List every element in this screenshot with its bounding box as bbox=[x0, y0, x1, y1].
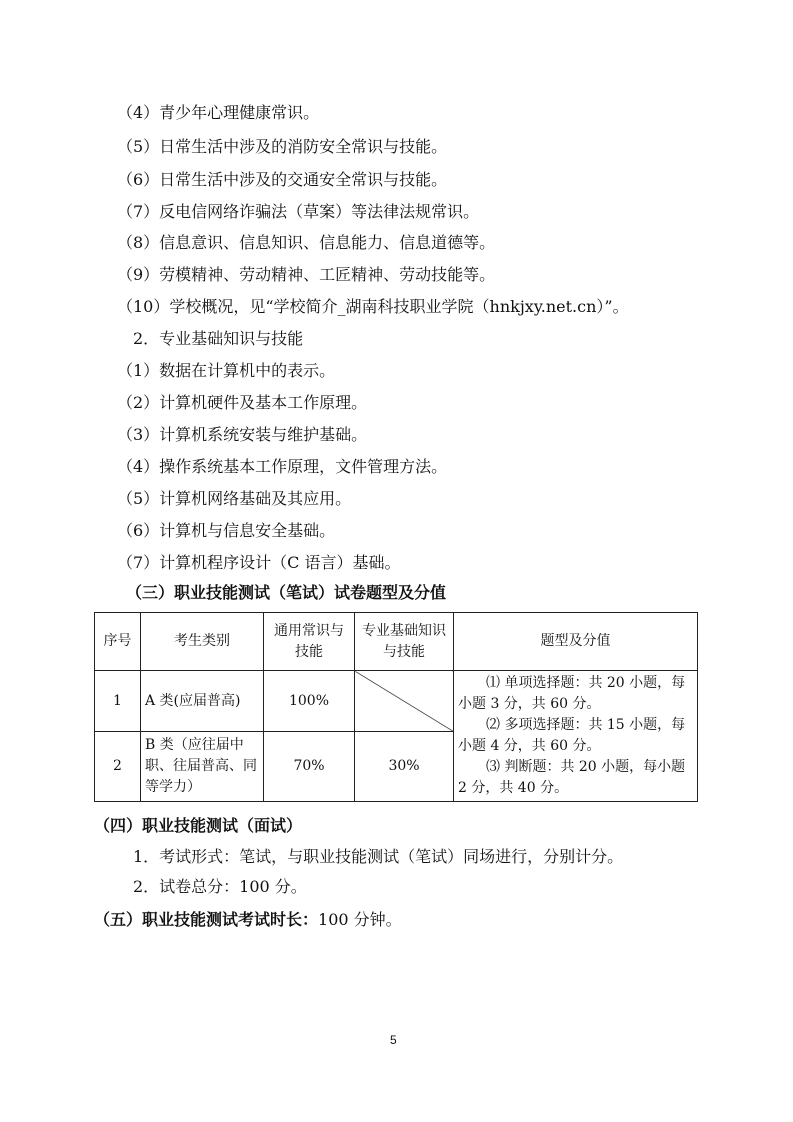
text-line: （5）计算机网络基础及其应用。 bbox=[117, 489, 352, 508]
diagonal-cell bbox=[355, 671, 454, 732]
text-line: （6）日常生活中涉及的交通安全常识与技能。 bbox=[117, 170, 448, 189]
text-line: （7）反电信网络诈骗法（草案）等法律法规常识。 bbox=[117, 202, 480, 221]
section-heading: （四）职业技能测试（面试） bbox=[94, 816, 303, 835]
text-line: 2．试卷总分：100 分。 bbox=[133, 877, 307, 896]
page-number: 5 bbox=[390, 1033, 397, 1047]
cell: B 类（应往届中职、往届普高、同等学力） bbox=[141, 732, 264, 802]
text-line: （9）劳模精神、劳动精神、工匠精神、劳动技能等。 bbox=[117, 265, 496, 284]
section-heading: （五）职业技能测试考试时长：100 分钟。 bbox=[94, 910, 402, 929]
text-line: （7）计算机程序设计（C 语言）基础。 bbox=[117, 553, 401, 572]
text-line: （1）数据在计算机中的表示。 bbox=[117, 361, 336, 380]
cell: 100% bbox=[264, 671, 355, 732]
question-type: ⑴ 单项选择题：共 20 小题，每小题 3 分，共 60 分。 bbox=[458, 675, 686, 712]
text-line: （10）学校概况，见“学校简介_湖南科技职业学院（hnkjxy.net.cn）”。 bbox=[117, 297, 629, 316]
text-line: 1．考试形式：笔试，与职业技能测试（笔试）同场进行，分别计分。 bbox=[133, 847, 624, 866]
text-line: （4）青少年心理健康常识。 bbox=[117, 103, 320, 122]
text-line: （6）计算机与信息安全基础。 bbox=[117, 521, 336, 540]
text-line: （3）计算机系统安装与维护基础。 bbox=[117, 425, 368, 444]
cell: 2 bbox=[95, 732, 141, 802]
text-line: （4）操作系统基本工作原理，文件管理方法。 bbox=[117, 457, 448, 476]
question-type: ⑵ 多项选择题：共 15 小题，每小题 4 分，共 60 分。 bbox=[458, 717, 686, 754]
text-line: （5）日常生活中涉及的消防安全常识与技能。 bbox=[117, 137, 448, 156]
cell: A 类(应届普高) bbox=[141, 671, 264, 732]
question-types-cell bbox=[454, 671, 698, 802]
cell: 30% bbox=[355, 732, 454, 802]
header-cell: 序号 bbox=[95, 613, 141, 671]
header-cell: 通用常识与技能 bbox=[264, 613, 355, 671]
text-line: （2）计算机硬件及基本工作原理。 bbox=[117, 393, 368, 412]
subheading: 2．专业基础知识与技能 bbox=[133, 329, 304, 348]
header-cell: 专业基础知识与技能 bbox=[355, 613, 454, 671]
section-heading: （三）职业技能测试（笔试）试卷题型及分值 bbox=[126, 583, 447, 602]
question-type: ⑶ 判断题：共 20 小题，每小题 2 分，共 40 分。 bbox=[458, 759, 686, 796]
cell: 1 bbox=[95, 671, 141, 732]
cell: 70% bbox=[264, 732, 355, 802]
header-cell: 考生类别 bbox=[141, 613, 264, 671]
score-table bbox=[94, 612, 698, 802]
text-line: （8）信息意识、信息知识、信息能力、信息道德等。 bbox=[117, 233, 496, 252]
header-cell: 题型及分值 bbox=[454, 613, 698, 671]
